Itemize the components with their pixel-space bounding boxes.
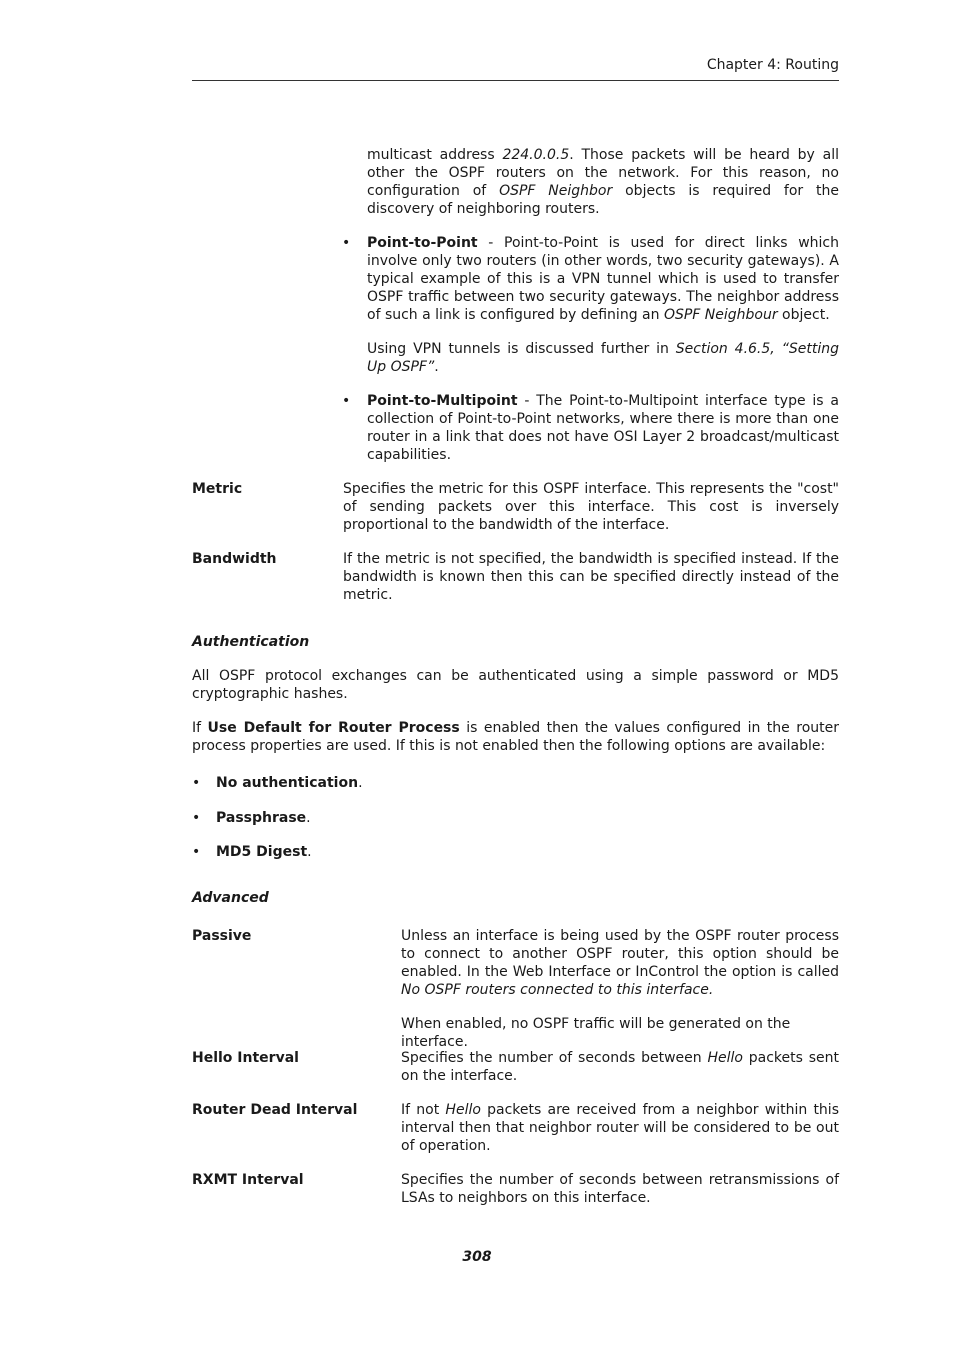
passive-description: Unless an interface is being used by the OSPF router process to connect to another OSPF router, this option should be enabled. In the Web Interface or InControl the option is called No OSPF routers connected to this interface. xyxy=(401,928,839,998)
bullet-passphrase: • xyxy=(192,810,201,826)
hello-interval-term: Hello Interval xyxy=(192,1050,299,1066)
point-to-multipoint-description: Point-to-Multipoint - The Point-to-Multipoint interface type is a collection of Point-to-Point networks, where there is more than one router in a link that does not have OSI Layer 2 broadcast/multicast capabilities. xyxy=(367,393,839,463)
vpn-tunnels-note: Using VPN tunnels is discussed further in Section 4.6.5, “Setting Up OSPF”. xyxy=(367,341,840,375)
metric-term: Metric xyxy=(192,481,243,497)
section-reference-link[interactable]: Section 4.6.5, “Setting Up OSPF” xyxy=(367,341,840,375)
passive-description-2: When enabled, no OSPF traffic will be generated on the interface. xyxy=(401,1016,791,1050)
hello-interval-description: Specifies the number of seconds between Hello packets sent on the interface. xyxy=(401,1050,839,1084)
router-dead-interval-term: Router Dead Interval xyxy=(192,1102,358,1118)
metric-description: Specifies the metric for this OSPF interface. This represents the "cost" of sending packets over this interface. This cost is inversely proportional to the bandwidth of the interface. xyxy=(343,481,839,533)
page-number: 308 xyxy=(462,1249,492,1265)
bullet-point-to-multipoint: • xyxy=(342,393,351,409)
advanced-heading: Advanced xyxy=(192,890,269,906)
point-to-point-description: Point-to-Point - Point-to-Point is used for direct links which involve only two routers (in other words, two security gateways). A typical example of this is a VPN tunnel which is used to transfer OSPF traffic between two security gateways. The neighbor address of such a link is configured by defining an OSPF Neighbour object. xyxy=(367,235,839,323)
option-passphrase: Passphrase. xyxy=(216,810,311,826)
network-type-continuation: multicast address 224.0.0.5. Those packets will be heard by all other the OSPF routers on the network. For this reason, no configuration of OSPF Neighbor objects is required for the discovery of neighboring routers. xyxy=(367,147,840,217)
option-no-authentication: No authentication. xyxy=(216,775,363,791)
bandwidth-term: Bandwidth xyxy=(192,551,277,567)
rxmt-interval-description: Specifies the number of seconds between retransmissions of LSAs to neighbors on this interface. xyxy=(401,1172,839,1206)
authentication-heading: Authentication xyxy=(192,634,310,650)
authentication-paragraph-1: All OSPF protocol exchanges can be authenticated using a simple password or MD5 cryptographic hashes. xyxy=(192,668,839,702)
authentication-paragraph-2: If Use Default for Router Process is enabled then the values configured in the router process properties are used. If this is not enabled then the following options are available: xyxy=(192,720,839,754)
option-md5-digest: MD5 Digest. xyxy=(216,844,312,860)
bullet-no-authentication: • xyxy=(192,775,201,791)
passive-term: Passive xyxy=(192,928,252,944)
bullet-md5-digest: • xyxy=(192,844,201,860)
rxmt-interval-term: RXMT Interval xyxy=(192,1172,304,1188)
router-dead-interval-description: If not Hello packets are received from a neighbor within this interval then that neighbor router will be considered to be out of operation. xyxy=(401,1102,839,1154)
bandwidth-description: If the metric is not specified, the bandwidth is specified instead. If the bandwidth is known then this can be specified directly instead of the metric. xyxy=(343,551,839,603)
bullet-point-to-point: • xyxy=(342,235,351,251)
running-header: Chapter 4: Routing xyxy=(706,57,839,73)
header-divider xyxy=(192,80,839,81)
